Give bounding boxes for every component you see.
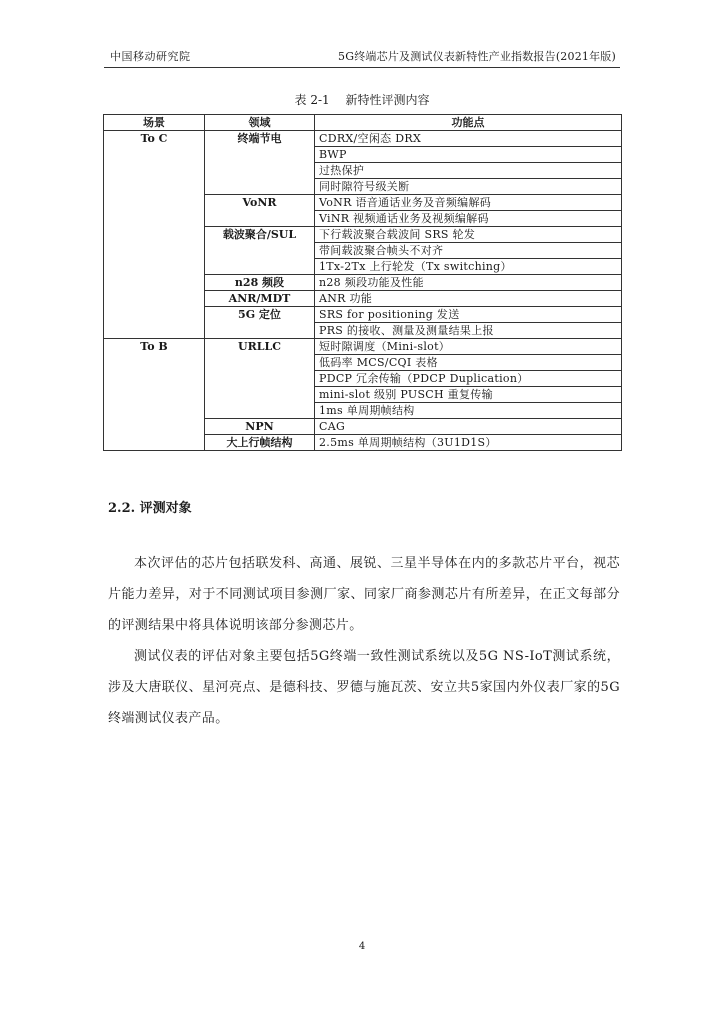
- header-divider: [104, 67, 620, 68]
- page-number: 4: [358, 941, 366, 952]
- table-header-row: [104, 115, 622, 131]
- domain-cell: 大上行帧结构: [205, 435, 315, 451]
- feature-cell: 带间载波聚合帧头不对齐: [315, 243, 622, 259]
- feature-cell: n28 频段功能及性能: [315, 275, 622, 291]
- paragraph: 本次评估的芯片包括联发科、高通、展锐、三星半导体在内的多款芯片平台，视芯片能力差异，对于不同测试项目参测厂家、同家厂商参测芯片有所差异，在正文每部分的评测结果中将具体说明该部分参测芯片。: [108, 556, 620, 633]
- table-row: [104, 339, 622, 355]
- scene-cell: To B: [104, 339, 205, 451]
- domain-cell: n28 频段: [205, 275, 315, 291]
- column-header-scene: 场景: [104, 115, 205, 131]
- domain-cell: NPN: [205, 419, 315, 435]
- feature-cell: ANR 功能: [315, 291, 622, 307]
- domain-cell: 载波聚合/SUL: [205, 227, 315, 275]
- feature-cell: 2.5ms 单周期帧结构（3U1D1S）: [315, 435, 622, 451]
- feature-cell: 下行载波聚合载波间 SRS 轮发: [315, 227, 622, 243]
- feature-cell: 过热保护: [315, 163, 622, 179]
- feature-cell: PRS 的接收、测量及测量结果上报: [315, 323, 622, 339]
- features-table: [103, 114, 622, 451]
- feature-cell: CAG: [315, 419, 622, 435]
- column-header-feature: 功能点: [315, 115, 622, 131]
- feature-cell: CDRX/空闲态 DRX: [315, 131, 622, 147]
- table-caption: [0, 91, 724, 108]
- feature-cell: PDCP 冗余传输（PDCP Duplication）: [315, 371, 622, 387]
- header-report-title: 5G终端芯片及测试仪表新特性产业指数报告(2021年版): [338, 50, 616, 63]
- feature-cell: 1ms 单周期帧结构: [315, 403, 622, 419]
- feature-cell: 同时隙符号级关断: [315, 179, 622, 195]
- domain-cell: URLLC: [205, 339, 315, 419]
- section-heading: 2.2. 评测对象: [108, 501, 192, 516]
- feature-cell: 短时隙调度（Mini-slot）: [315, 339, 622, 355]
- feature-cell: 低码率 MCS/CQI 表格: [315, 355, 622, 371]
- table-body: [104, 131, 622, 451]
- header-org: 中国移动研究院: [110, 50, 191, 63]
- column-header-domain: 领域: [205, 115, 315, 131]
- paragraph: 测试仪表的评估对象主要包括5G终端一致性测试系统以及5G NS-IoT测试系统，涉及大唐联仪、星河亮点、是德科技、罗德与施瓦茨、安立共5家国内外仪表厂家的5G终端测试仪表产品。: [108, 649, 620, 726]
- feature-cell: SRS for positioning 发送: [315, 307, 622, 323]
- domain-cell: VoNR: [205, 195, 315, 227]
- table-title: 新特性评测内容: [345, 93, 430, 107]
- feature-cell: VoNR 语音通话业务及音频编解码: [315, 195, 622, 211]
- domain-cell: ANR/MDT: [205, 291, 315, 307]
- domain-cell: 5G 定位: [205, 307, 315, 339]
- feature-cell: ViNR 视频通话业务及视频编解码: [315, 211, 622, 227]
- feature-cell: BWP: [315, 147, 622, 163]
- scene-cell: To C: [104, 131, 205, 339]
- domain-cell: 终端节电: [205, 131, 315, 195]
- feature-cell: 1Tx-2Tx 上行轮发（Tx switching）: [315, 259, 622, 275]
- table-number: 表 2-1: [294, 93, 330, 107]
- feature-cell: mini-slot 级别 PUSCH 重复传输: [315, 387, 622, 403]
- table-row: [104, 131, 622, 147]
